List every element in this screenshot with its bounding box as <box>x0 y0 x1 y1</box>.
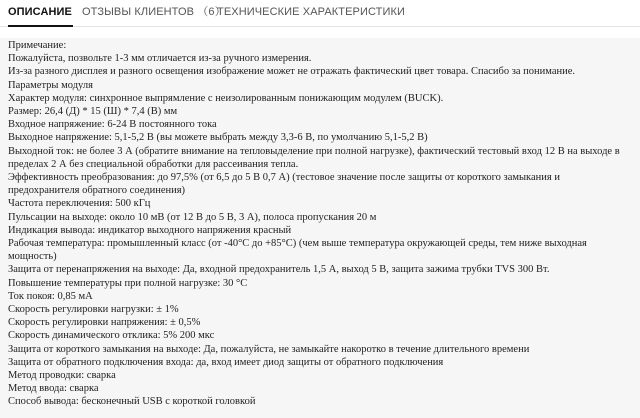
description-line: Параметры модуля <box>8 79 93 91</box>
product-tabs <box>0 0 640 27</box>
description-content <box>8 39 634 409</box>
description-line: Скорость регулировки нагрузки: ± 1% <box>8 304 179 316</box>
description-panel <box>0 38 640 418</box>
description-line: Выходное напряжение: 5,1-5,2 В (вы можете выбрать между 3,3-6 В, по умолчанию 5,1-5,2 В) <box>8 132 428 144</box>
description-line: Индикация вывода: индикатор выходного напряжения красный <box>8 224 292 236</box>
description-line: Скорость динамического отклика: 5% 200 мкс <box>8 330 215 342</box>
description-line: Пожалуйста, позвольте 1-3 мм отличается из-за ручного измерения. <box>8 53 312 65</box>
tab-customer-reviews[interactable]: ОТЗЫВЫ КЛИЕНТОВ （6） <box>82 6 226 18</box>
description-line: Примечание: <box>8 40 67 51</box>
description-line: Выходной ток: не более 3 А (обратите внимание на тепловыделение при полной нагрузке), фактический тестовый вход 12 В на выходе в пределах 2 А без специальной обработки для рассеивания тепла. <box>8 145 620 170</box>
tab-specifications[interactable]: ТЕХНИЧЕСКИЕ ХАРАКТЕРИСТИКИ <box>217 6 405 18</box>
description-line: Пульсации на выходе: около 10 мВ (от 12 В до 5 В, 3 А), полоса пропускания 20 м <box>8 211 377 223</box>
description-line: Рабочая температура: промышленный класс (от -40°C до +85°C) (чем выше температура окружающей среды, тем ниже выходная мощность) <box>8 238 587 263</box>
description-line: Защита от перенапряжения на выходе: Да, входной предохранитель 1,5 А, выход 5 В, защита зажима трубки TVS 300 Вт. <box>8 264 550 276</box>
description-line: Скорость регулировки напряжения: ± 0,5% <box>8 317 201 329</box>
description-line: Из-за разного дисплея и разного освещения изображение может не отражать фактический цвет товара. Спасибо за понимание. <box>8 66 576 78</box>
description-line: Эффективность преобразования: до 97,5% (от 6,5 до 5 В 0,7 А) (тестовое значение после защиты от короткого замыкания и предохранителя обратного соединения) <box>8 172 560 197</box>
tab-description[interactable]: ОПИСАНИЕ <box>8 0 73 27</box>
description-line: Частота переключения: 500 кГц <box>8 198 151 210</box>
description-line: Характер модуля: синхронное выпрямление с неизолированным понижающим модулем (BUCK). <box>8 92 444 104</box>
description-line: Метод проводки: сварка <box>8 370 116 382</box>
description-line: Метод ввода: сварка <box>8 383 99 395</box>
description-line: Входное напряжение: 6-24 В постоянного тока <box>8 119 217 131</box>
description-line: Ток покоя: 0,85 мА <box>8 290 93 302</box>
description-line: Способ вывода: бесконечный USB с короткой головкой <box>8 396 256 408</box>
description-line: Защита от обратного подключения входа: да, вход имеет диод защиты от обратного подключения <box>8 356 444 368</box>
description-line: Размер: 26,4 (Д) * 15 (Ш) * 7,4 (В) мм <box>8 106 178 118</box>
description-line: Защита от короткого замыкания на выходе: Да, пожалуйста, не замыкайте накоротко в течение длительного времени <box>8 343 530 355</box>
description-line: Повышение температуры при полной нагрузке: 30 °C <box>8 277 248 289</box>
